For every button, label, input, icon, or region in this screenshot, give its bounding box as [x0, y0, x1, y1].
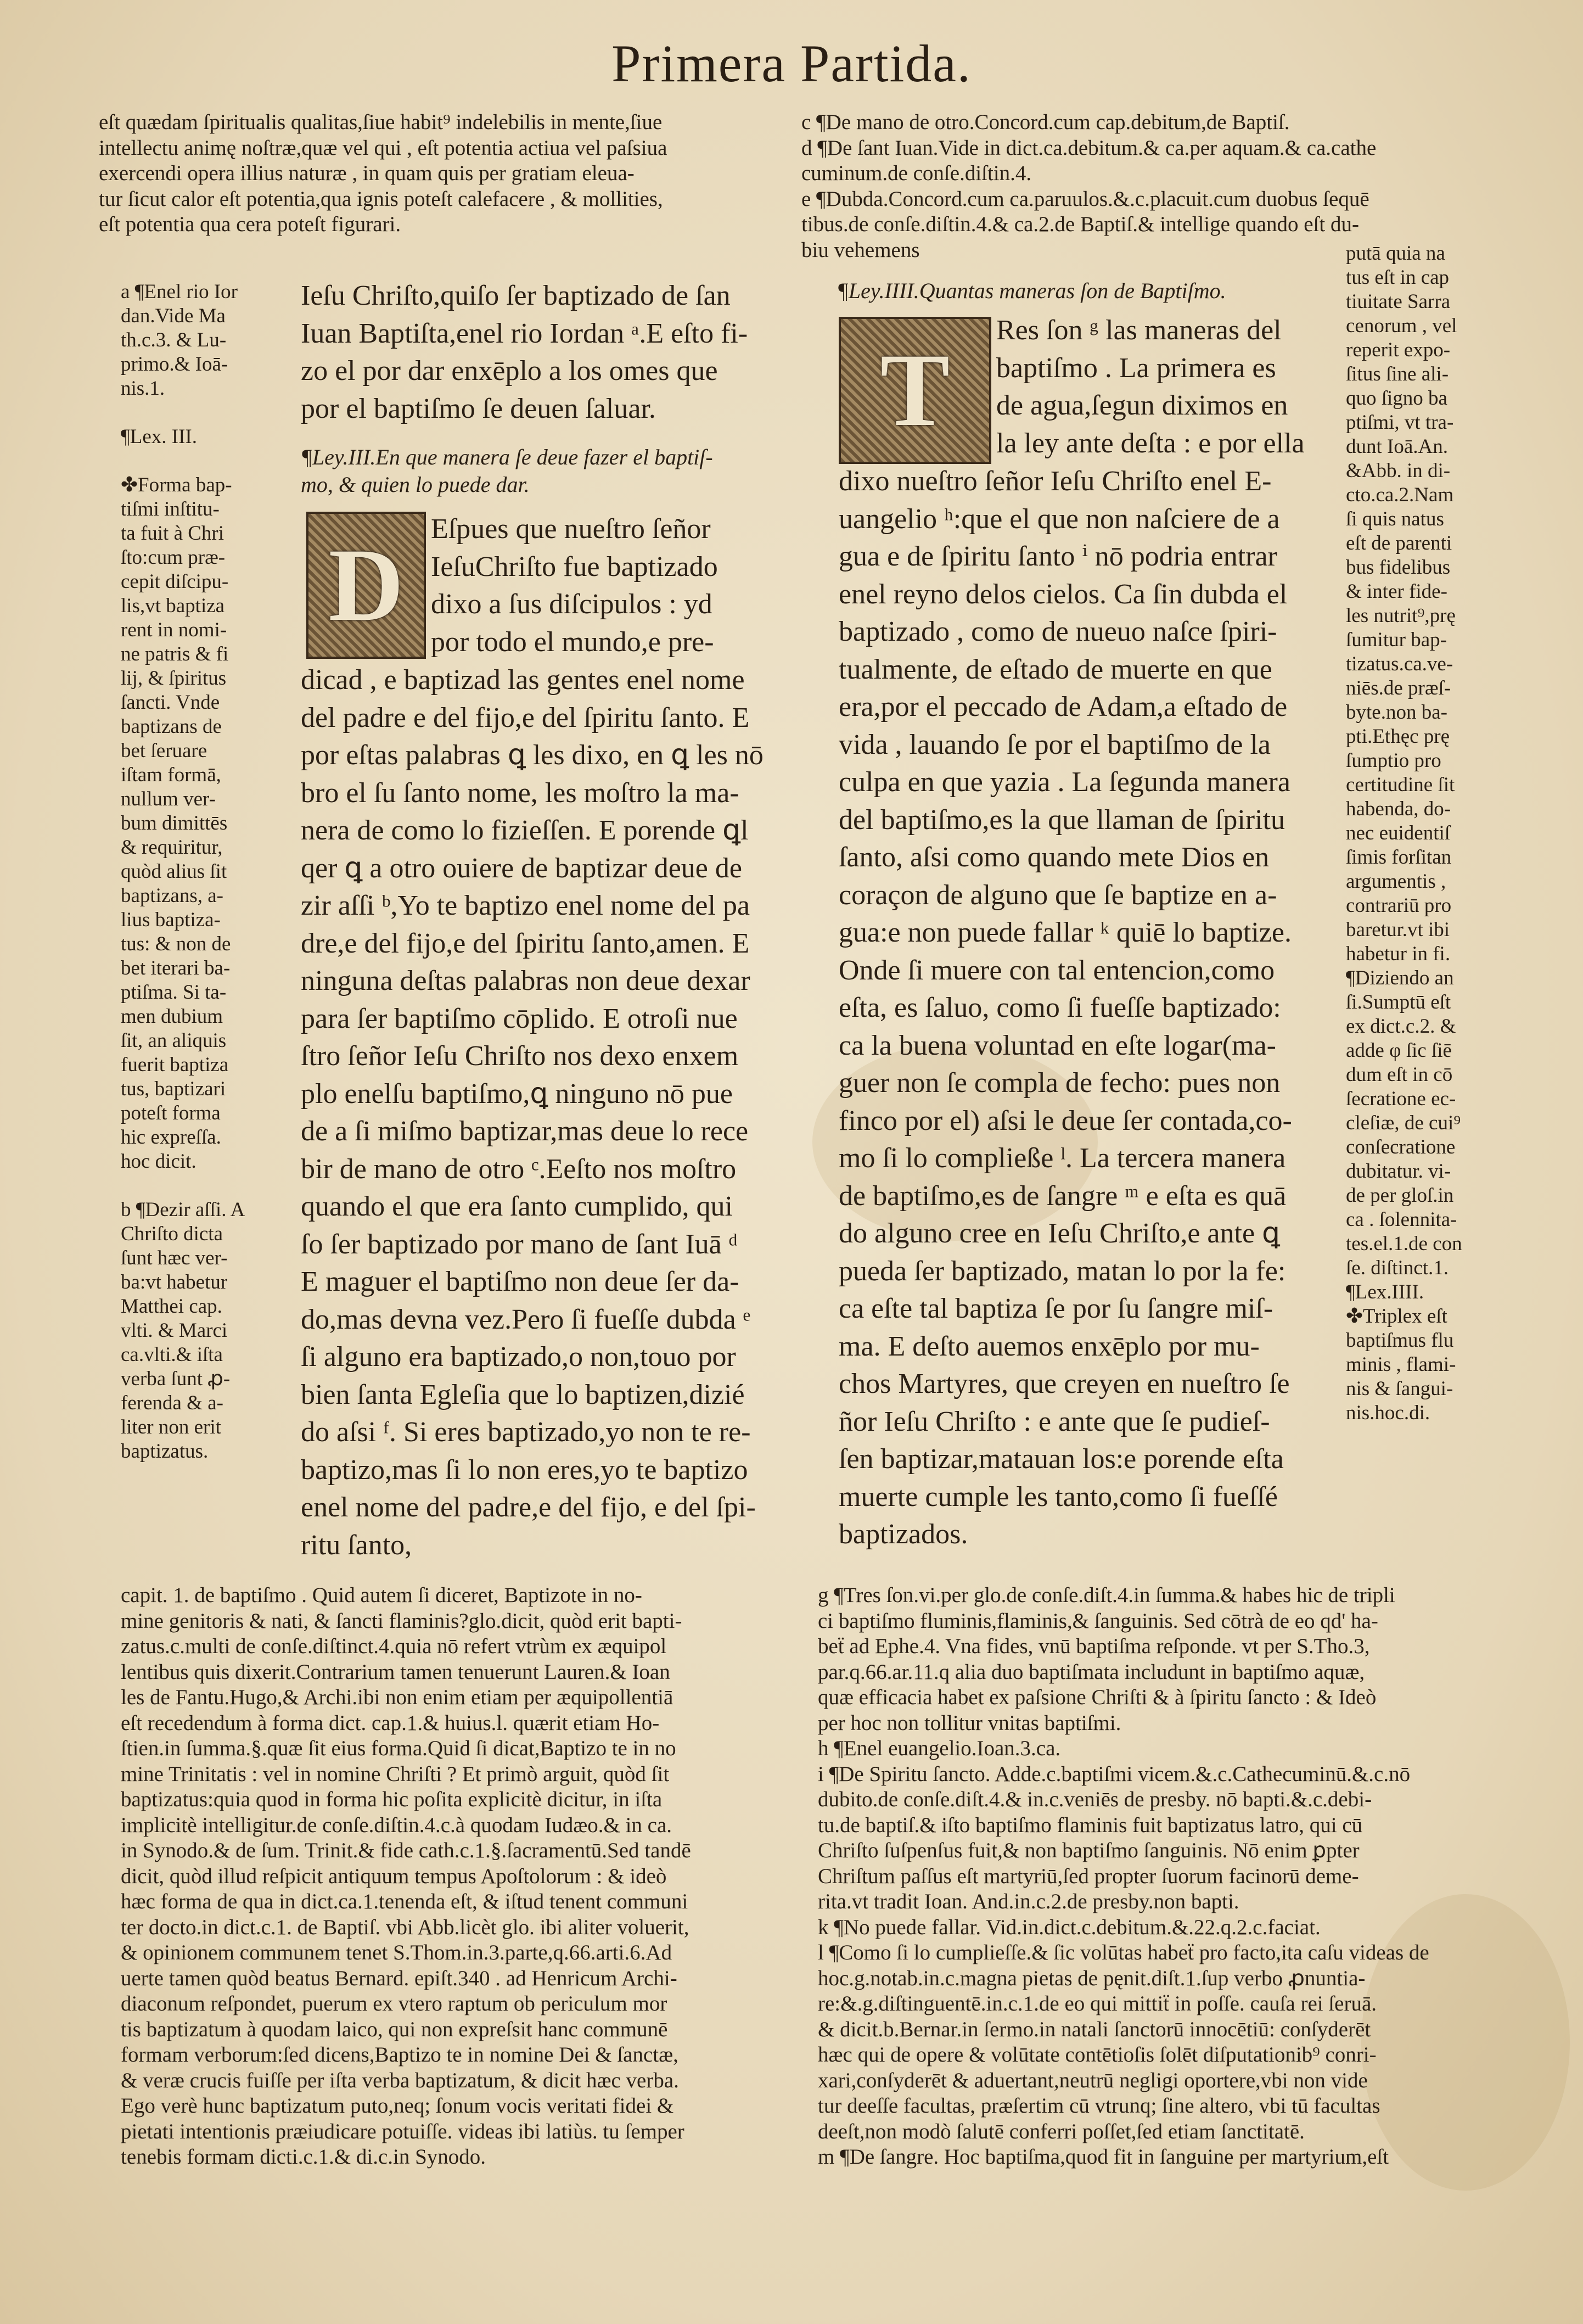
text-line: Eſpues que nueſtro ſeñor	[431, 513, 711, 545]
text-line: tu.de baptiſ.& iſto baptiſmo flaminis fuit baptizatus latro, qui cū	[818, 1813, 1363, 1837]
text-line: qer ꝗ a otro ouiere de baptizar deue de	[301, 852, 742, 884]
text-line: ca eſte tal baptiza ſe por ſu ſangre miſ-	[839, 1293, 1273, 1324]
text-line: dixo a ſus diſcipulos : yd	[431, 589, 712, 620]
text-line: bien ſanta Egleſia que lo baptizen,dizié	[301, 1379, 745, 1410]
text-line: para ſer baptiſmo cōplido. E otroſi nue	[301, 1003, 738, 1034]
text-line: tiuitate Sarra	[1346, 290, 1451, 313]
text-line: minis , flami-	[1346, 1353, 1456, 1376]
text-line: ſimis forſitan	[1346, 846, 1452, 869]
bottom-right-glosses	[818, 1583, 1504, 2214]
text-line	[121, 449, 285, 473]
text-line: ptiſmi, vt tra-	[1346, 411, 1454, 434]
text-line: dicit, quòd illud reſpicit antiquum tempus Apoſtolorum : & ideò	[121, 1864, 667, 1888]
text-line: & opinionem communem tenet S.Thom.in.3.parte,q.66.arti.6.Ad	[121, 1941, 672, 1964]
text-line: in Synodo.& de ſum. Trinit.& fide cath.c.1.§.ſacramentū.Sed tandē	[121, 1839, 691, 1862]
text-line: Onde ſi muere con tal entencion,como	[839, 954, 1275, 986]
text-line: byte.non ba-	[1346, 701, 1447, 724]
text-line: primo.& Ioā-	[121, 353, 228, 376]
text-line: niēs.de præſ-	[1346, 677, 1451, 699]
text-line: ✤Forma bap-	[121, 474, 232, 496]
text-line: Res ſon ᵍ las maneras del	[996, 315, 1282, 346]
text-line: & dicit.b.Bernar.in ſermo.in natali ſanctorū innocētiū: conſyderēt	[818, 2017, 1371, 2041]
col2-text-b	[839, 463, 1349, 1555]
text-line: & inter fide-	[1346, 580, 1447, 603]
text-line: por todo el mundo,e pre-	[431, 626, 714, 658]
text-line: hæc forma de qua in dict.ca.1.tenenda eſt, & iſtud tenent communi	[121, 1890, 688, 1913]
text-line: quo ſigno ba	[1346, 387, 1447, 410]
text-line: exercendi opera illius naturæ , in quam quis per gratiam eleua-	[99, 161, 635, 185]
text-line: chos Martyres, que creyen en nueſtro ſe	[839, 1368, 1290, 1399]
text-line: dicad , e baptizad las gentes enel nome	[301, 664, 745, 696]
text-line: ſen baptizar,matauan los:e porende eſta	[839, 1443, 1284, 1475]
text-line: mo ſi lo compließe ˡ. La tercera manera	[839, 1143, 1286, 1174]
text-line: enel reyno delos cielos. Ca ſin dubda el	[839, 578, 1288, 610]
col1-text-beside-initial	[431, 511, 796, 662]
text-line: ſunt hæc ver-	[121, 1247, 228, 1269]
text-line: muerte cumple les tanto,como ſi fueſſé	[839, 1481, 1278, 1513]
text-line: ſanto, aſsi como quando mete Dios en	[839, 842, 1270, 873]
text-line: era,por el peccado de Adam,a eſtado de	[839, 691, 1288, 723]
text-line: nis & ſangui-	[1346, 1377, 1453, 1400]
text-line: zatus.c.multi de conſe.diſtinct.4.quia nō refert vtrùm ex æquipol	[121, 1634, 667, 1658]
text-line: nullum ver-	[121, 788, 216, 810]
text-line: ¶Lex. III.	[121, 425, 198, 448]
decorated-initial-d	[306, 512, 426, 659]
text-line: tus eſt in cap	[1346, 266, 1450, 289]
text-line: xari,conſyderēt & aduertant,neutrū negligi oportere,vbi non vide	[818, 2068, 1368, 2092]
text-line: hæc qui de opere & volūtate contētioſis ſolēt diſputationib⁹ conri-	[818, 2043, 1377, 2067]
top-left-gloss	[99, 110, 774, 253]
text-line: quando el que era ſanto cumplido, qui	[301, 1191, 733, 1222]
text-line: Chriſto dicta	[121, 1223, 223, 1245]
text-line: por eſtas palabras ꝗ les dixo, en ꝗ les nō	[301, 740, 764, 771]
text-line: de a ſi miſmo baptizar,mas deue lo rece	[301, 1116, 749, 1147]
text-line: quòd alius ſit	[121, 860, 227, 883]
text-line: enel nome del padre,e del fijo, e del ſpi-	[301, 1492, 756, 1523]
text-line: dan.Vide Ma	[121, 305, 226, 327]
text-line: del baptiſmo,es la que llaman de ſpiritu	[839, 804, 1286, 836]
text-line: ſi.Sumptū eſt	[1346, 991, 1451, 1013]
text-line: deeſt,non modò ſalutē conferri poſſet,ſed etiam ſanctitatē.	[818, 2119, 1305, 2143]
text-line: tus, baptizari	[121, 1078, 226, 1100]
text-line: h ¶Enel euangelio.Ioan.3.ca.	[818, 1737, 1061, 1760]
text-line: de per gloſ.in	[1346, 1184, 1454, 1207]
text-line: Chriſto ſuſpenſus fuit,& non baptiſmo ſanguinis. Nō enim ꝑpter	[818, 1839, 1360, 1862]
text-line: coraçon de alguno que ſe baptize en a-	[839, 879, 1277, 911]
text-line: ſo ſer baptizado por mano de ſant Iuā ᵈ	[301, 1228, 738, 1260]
col2-text-beside-initial	[996, 312, 1345, 463]
text-line: guer non ſe compla de fecho: pues non	[839, 1067, 1281, 1099]
text-line: baptizatus.	[121, 1440, 209, 1463]
text-line: zir aſſi ᵇ,Yo te baptizo enel nome del pa	[301, 890, 750, 921]
text-line: por el baptiſmo ſe deuen ſaluar.	[301, 393, 656, 424]
text-line: E maguer el baptiſmo non deue ſer da-	[301, 1266, 739, 1297]
text-line: tiſmi inſtitu-	[121, 498, 220, 520]
text-line: ptiſma. Si ta-	[121, 981, 227, 1004]
text-line: per hoc non tollitur vnitas baptiſmi.	[818, 1711, 1121, 1735]
text-line: i ¶De Spiritu ſancto. Adde.c.baptiſmi vicem.&.c.Cathecuminū.&.c.nō	[818, 1762, 1411, 1786]
text-line: nec euidentiſ	[1346, 822, 1451, 844]
law-2-heading	[301, 444, 795, 509]
text-line: capit. 1. de baptiſmo . Quid autem ſi diceret, Baptizote in no-	[121, 1583, 642, 1607]
initial-letter: D	[328, 528, 404, 643]
text-line: implicitè intelligitur.de conſe.diſtin.4.c.à quodam Iudæo.& in ca.	[121, 1813, 672, 1837]
col1-text-a	[301, 277, 795, 442]
text-line: ninguna deſtas palabras non deue dexar	[301, 965, 750, 996]
text-line: baptizados.	[839, 1519, 968, 1550]
right-margin-gloss	[1346, 242, 1494, 1449]
text-line: Ego verè hunc baptizatum puto,neq; ſonum vocis veritati fidei &	[121, 2094, 674, 2118]
text-line: vlti. & Marci	[121, 1319, 228, 1342]
text-line: hic expreſſa.	[121, 1126, 221, 1149]
text-line: cuminum.de conſe.diſtin.4.	[801, 161, 1032, 185]
text-line: ✤Triplex eſt	[1346, 1305, 1447, 1328]
text-line: gua e de ſpiritu ſanto ⁱ nō podria entrar	[839, 541, 1277, 572]
text-line: ex dict.c.2. &	[1346, 1015, 1456, 1038]
text-line: ſit, an aliquis	[121, 1029, 227, 1052]
text-line: eſt potentia qua cera poteſt figurari.	[99, 212, 401, 236]
text-line: baptizado , como de nueuo naſce ſpiri-	[839, 616, 1277, 647]
text-line: baptizo,mas ſi lo non eres,yo te baptizo	[301, 1454, 748, 1486]
text-line: IeſuChriſto fue baptizado	[431, 551, 718, 583]
text-line: eſt quædam ſpiritualis qualitas,ſiue habit⁹ indelebilis in mente,ſiue	[99, 110, 663, 134]
text-line: bir de mano de otro ᶜ.Eeſto nos moſtro	[301, 1153, 737, 1185]
text-line: dum eſt in cō	[1346, 1063, 1453, 1086]
text-line: ba:vt habetur	[121, 1271, 228, 1293]
text-line: ter docto.in dict.c.1. de Baptiſ. vbi Abb.licèt glo. ibi aliter voluerit,	[121, 1915, 689, 1939]
text-line: tis baptizatum à quodam laico, qui non expreſsit hanc communē	[121, 2017, 668, 2041]
text-line: eſta, es ſaluo, como ſi fueſſe baptizado:	[839, 992, 1281, 1023]
text-line: ſecratione ec-	[1346, 1088, 1456, 1110]
text-line: les de Fantu.Hugo,& Archi.ibi non enim etiam per æquipollentiā	[121, 1685, 673, 1709]
text-line: ſumitur bap-	[1346, 629, 1447, 651]
text-line: lis,vt baptiza	[121, 595, 225, 617]
text-line: & requiritur,	[121, 836, 223, 859]
text-line: dunt Ioā.An.	[1346, 435, 1448, 458]
text-line: certitudine ſit	[1346, 774, 1455, 796]
text-line: bet iterari ba-	[121, 957, 231, 979]
text-line: plo enelſu baptiſmo,ꝗ ninguno nō pue	[301, 1078, 733, 1110]
text-line: rent in nomi-	[121, 619, 227, 641]
text-line: ſtro ſeñor Ieſu Chriſto nos dexo enxem	[301, 1040, 739, 1072]
text-line: par.q.66.ar.11.q alia duo baptiſmata includunt in baptiſmo aquæ,	[818, 1660, 1365, 1684]
text-line: baretur.vt ibi	[1346, 919, 1450, 941]
text-line: ca . ſolennita-	[1346, 1208, 1457, 1231]
text-line: de baptiſmo,es de ſangre ᵐ e eſta es quā	[839, 1180, 1287, 1212]
text-line: zo el por dar enxēplo a los omes que	[301, 355, 718, 387]
text-line: eſt de parenti	[1346, 532, 1452, 555]
text-line: poteſt forma	[121, 1102, 221, 1124]
text-line: do,mas devna vez.Pero ſi fueſſe dubda ᵉ	[301, 1303, 751, 1335]
text-line: ferenda & a-	[121, 1392, 223, 1414]
col1-text-c	[301, 662, 795, 1573]
text-line: la ley ante deſta : e por ella	[996, 427, 1305, 459]
text-line: tus: & non de	[121, 933, 231, 955]
text-line	[121, 1174, 285, 1198]
text-line: ſumptio pro	[1346, 749, 1441, 772]
text-line: ſi alguno era baptizado,o non,touo por	[301, 1341, 736, 1373]
text-line: e ¶Dubda.Concord.cum ca.paruulos.&.c.placuit.cum duobus ſequē	[801, 187, 1369, 211]
text-line: cepit diſcipu-	[121, 570, 229, 593]
text-line: uerte tamen quòd beatus Bernard. epiſt.340 . ad Henricum Archi-	[121, 1966, 677, 1990]
text-line: baptiſmus flu	[1346, 1329, 1454, 1352]
text-line: ſe. diſtinct.1.	[1346, 1257, 1449, 1279]
text-line: ne patris & fi	[121, 643, 229, 665]
text-line: biu vehemens	[801, 238, 920, 262]
text-line: th.c.3. & Lu-	[121, 329, 227, 351]
text-line: mine genitoris & nati, & ſancti flaminis?glo.dicit, quòd erit bapti-	[121, 1609, 682, 1633]
text-line: lentibus quis dixerit.Contrarium tamen tenuerunt Lauren.& Ioan	[121, 1660, 670, 1684]
text-line: a ¶Enel rio Ior	[121, 281, 238, 303]
text-line: dubitatur. vi-	[1346, 1160, 1451, 1183]
text-line: dixo nueſtro ſeñor Ieſu Chriſto enel E-	[839, 466, 1272, 497]
text-line: tizatus.ca.ve-	[1346, 653, 1453, 675]
text-line: bet ſeruare	[121, 740, 207, 762]
text-line	[121, 401, 285, 425]
text-line: ſancti. Vnde	[121, 691, 220, 714]
text-line: les nutrit⁹,prę	[1346, 604, 1456, 627]
text-line: ci baptiſmo fluminis,flaminis,& ſanguinis. Sed cōtrà de eo qd' ha-	[818, 1609, 1378, 1633]
text-line: re:&.g.diſtinguentē.in.c.1.de eo qui mittiẗ in poſſe. cauſa rei ſeruā.	[818, 1992, 1377, 2015]
text-line: baptizatus:quia quod in forma hic poſita explicitè dicitur, in iſta	[121, 1788, 663, 1811]
text-line: dre,e del fijo,e del ſpiritu ſanto,amen. E	[301, 927, 750, 959]
text-line: lij, & ſpiritus	[121, 667, 227, 690]
text-line: uangelio ʰ:que el que non naſciere de a	[839, 503, 1280, 535]
text-line: g ¶Tres ſon.vi.per glo.de conſe.diſt.4.in ſumma.& habes hic de tripli	[818, 1583, 1395, 1607]
text-line: pueda ſer baptizado, matan lo por la fe:	[839, 1255, 1286, 1287]
text-line: baptizans de	[121, 715, 222, 738]
text-line: cleſiæ, de cui⁹	[1346, 1112, 1461, 1134]
decorated-initial-t	[839, 317, 991, 464]
text-line: verba ſunt ꝓ-	[121, 1368, 231, 1390]
text-line: do alguno cree en Ieſu Chriſto,e ante ꝗ	[839, 1218, 1281, 1249]
text-line: adde φ ſic ſiē	[1346, 1039, 1452, 1062]
text-line: bro el ſu ſanto nome, les moſtro la ma-	[301, 777, 739, 809]
text-line: tur deeſſe facultas, præſertim cū vtrunq; ſine altero, vbi tū facultas	[818, 2094, 1380, 2118]
text-line: c ¶De mano de otro.Concord.cum cap.debitum,de Baptiſ.	[801, 110, 1290, 134]
text-line: ritu ſanto,	[301, 1529, 412, 1561]
text-line: men dubium	[121, 1005, 223, 1028]
text-line: quæ efficacia habet ex paſsione Chriſti & à ſpiritu ſancto : & Ideò	[818, 1685, 1377, 1709]
text-line: ſi quis natus	[1346, 508, 1444, 530]
text-line: habetur in fi.	[1346, 943, 1451, 965]
text-line: Ieſu Chriſto,quiſo ſer baptizado de ſan	[301, 280, 731, 311]
text-line: baptiſmo . La primera es	[996, 352, 1276, 384]
text-line: &Abb. in di-	[1346, 460, 1451, 482]
text-line: iſtam formā,	[121, 764, 221, 786]
initial-letter: T	[880, 333, 950, 448]
left-margin-gloss	[121, 280, 285, 1570]
text-line: argumentis ,	[1346, 870, 1446, 893]
text-line: tualmente, de eſtado de muerte en que	[839, 653, 1272, 685]
text-line: ¶Diziendo an	[1346, 967, 1454, 989]
text-line: putā quia na	[1346, 242, 1445, 265]
page-header: Primera Partida.	[611, 34, 972, 93]
text-line: bum dimittēs	[121, 812, 228, 835]
text-line: gua:e non puede fallar ᵏ quiē lo baptize.	[839, 917, 1292, 948]
text-line: ma. E deſto auemos enxēplo por mu-	[839, 1330, 1260, 1362]
text-line: Matthei cap.	[121, 1295, 222, 1318]
text-line: lius baptiza-	[121, 909, 221, 931]
text-line: rita.vt tradit Ioan. And.in.c.2.de presby.non bapti.	[818, 1890, 1239, 1913]
law-4-heading	[837, 277, 1348, 310]
bottom-left-gloss	[121, 1583, 801, 2214]
text-line: mo, & quien lo puede dar.	[301, 472, 530, 497]
text-line: pietati intentionis præiudicare potuiſſe. videas ibi latiùs. tu ſemper	[121, 2119, 684, 2143]
text-line: do aſsi ᶠ. Si eres baptizado,yo non te re-	[301, 1416, 751, 1448]
text-line: & veræ crucis fuiſſe per iſta verba baptizatum, & dicit hæc verba.	[121, 2068, 679, 2092]
text-line: habenda, do-	[1346, 798, 1451, 820]
text-line: conſecratione	[1346, 1136, 1456, 1158]
text-line: ñor Ieſu Chriſto : e ante que ſe pudieſ-	[839, 1405, 1270, 1437]
text-line: nis.hoc.di.	[1346, 1402, 1430, 1424]
text-line: l ¶Como ſi lo cumplieſſe.& ſic volūtas habeẗ pro facto,ita caſu videas de	[818, 1941, 1429, 1964]
text-line: ſitus ſine ali-	[1346, 363, 1449, 385]
text-line: d ¶De ſant Iuan.Vide in dict.ca.debitum.& ca.per aquam.& ca.cathe	[801, 136, 1377, 160]
text-line: ta fuit à Chri	[121, 522, 224, 545]
text-line: ¶Ley.IIII.Quantas maneras ſon de Baptiſmo.	[837, 278, 1226, 303]
text-line: beẗ ad Ephe.4. Vna fides, vnū baptiſma reſponde. vt per S.Tho.3,	[818, 1634, 1370, 1658]
text-line: ſto:cum præ-	[121, 546, 226, 569]
text-line: ¶Ley.III.En que manera ſe deue fazer el baptiſ-	[301, 445, 713, 469]
text-line: eſt recedendum à forma dict. cap.1.& huius.l. quærit etiam Ho-	[121, 1711, 660, 1735]
text-line: hoc dicit.	[121, 1150, 197, 1173]
text-line: diaconum reſpondet, puerum ex vtero raptum ob periculum mor	[121, 1992, 667, 2015]
text-line: baptizans, a-	[121, 884, 223, 907]
text-line: pti.Ethęc prę	[1346, 725, 1450, 748]
text-line: contrariū pro	[1346, 894, 1452, 917]
text-line: reperit expo-	[1346, 339, 1451, 361]
text-line: de agua,ſegun diximos en	[996, 390, 1288, 421]
text-line: finco por el) aſsi le deue ſer contada,co-	[839, 1105, 1292, 1136]
text-line: nis.1.	[121, 377, 165, 400]
text-line: ca.vlti.& iſta	[121, 1343, 223, 1366]
text-line: m ¶De ſangre. Hoc baptiſma,quod fit in ſanguine per martyrium,eſt	[818, 2145, 1389, 2169]
text-line: dubito.de conſe.diſt.4.& in.c.veniēs de presby. nō bapti.&.c.debi-	[818, 1788, 1372, 1811]
text-line: vida , lauando ſe por el baptiſmo de la	[839, 729, 1271, 760]
text-line: liter non erit	[121, 1416, 221, 1438]
text-line: nera de como lo fizieſſen. E porende ꝗl	[301, 815, 749, 846]
text-line: tibus.de conſe.diſtin.4.& ca.2.de Baptiſ.& intellige quando eſt du-	[801, 212, 1359, 236]
text-line: ſtien.in ſumma.§.quæ ſit eius forma.Quid ſi dicat,Baptizo te in no	[121, 1737, 676, 1760]
text-line: cenorum , vel	[1346, 315, 1457, 337]
text-line: tes.el.1.de con	[1346, 1233, 1462, 1255]
text-line: intellectu animę noſtræ,quæ vel qui , eſt potentia actiua vel paſsiua	[99, 136, 667, 160]
text-line: cto.ca.2.Nam	[1346, 484, 1454, 506]
text-line: Iuan Baptiſta,enel rio Iordan ᵃ.E eſto fi-	[301, 317, 748, 349]
text-line: bus fidelibus	[1346, 556, 1451, 579]
text-line: b ¶Dezir aſſi. A	[121, 1199, 245, 1221]
text-line: tur ſicut calor eſt potentia,qua ignis poteſt calefacere , & mollities,	[99, 187, 663, 211]
text-line: hoc.g.notab.in.c.magna pietas de pęnit.diſt.1.ſup verbo ꝓnuntia-	[818, 1966, 1366, 1990]
text-line: ca la buena voluntad en eſte logar(ma-	[839, 1029, 1276, 1061]
text-line: tenebis formam dicti.c.1.& di.c.in Synodo.	[121, 2145, 486, 2169]
text-line: del padre e del fijo,e del ſpiritu ſanto. E	[301, 702, 750, 733]
text-line: ¶Lex.IIII.	[1346, 1281, 1424, 1303]
text-line: k ¶No puede fallar. Vid.in.dict.c.debitum.&.22.q.2.c.faciat.	[818, 1915, 1321, 1939]
text-line: fuerit baptiza	[121, 1054, 229, 1076]
text-line: Chriſtum paſſus eſt martyriū,ſed propter ſuorum facinorū deme-	[818, 1864, 1359, 1888]
text-line: culpa en que yazia . La ſegunda manera	[839, 766, 1290, 798]
text-line: mine Trinitatis : vel in nomine Chriſti ? Et primò arguit, quòd ſit	[121, 1762, 670, 1786]
text-line: formam verborum:ſed dicens,Baptizo te in nomine Dei & ſanctæ,	[121, 2043, 678, 2067]
